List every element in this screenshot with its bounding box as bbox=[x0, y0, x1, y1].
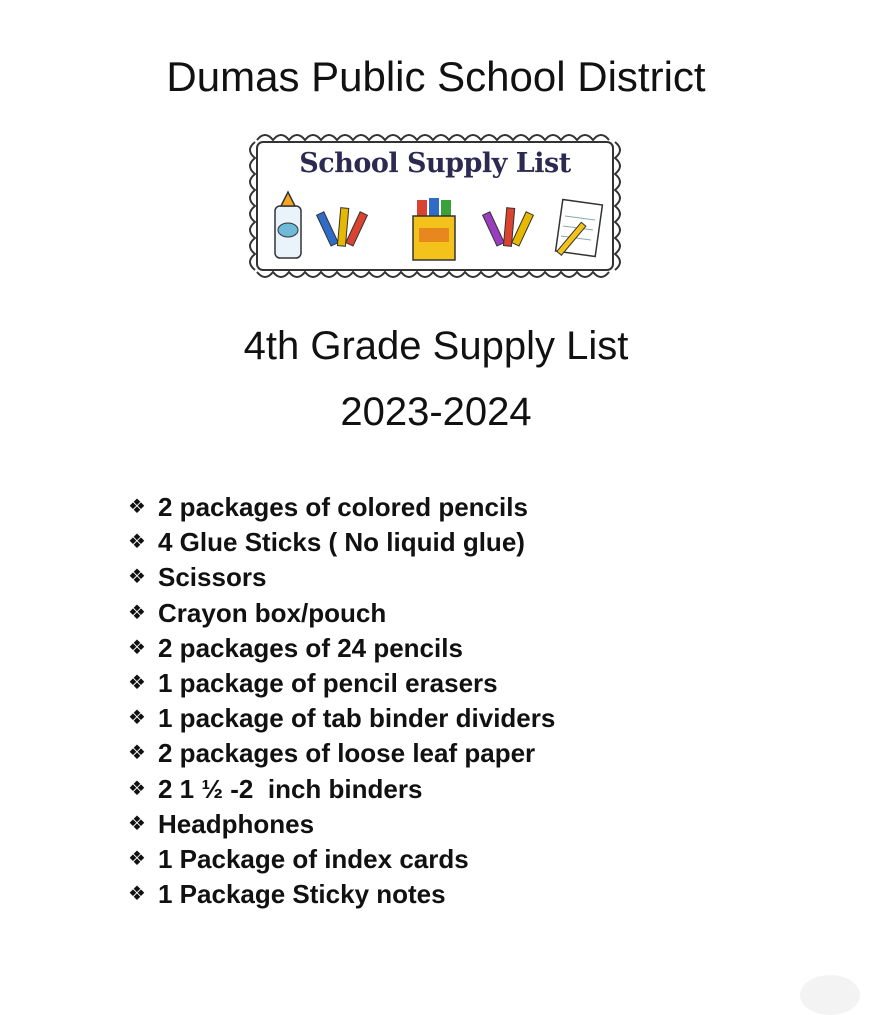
crayon-box-icon bbox=[413, 198, 455, 260]
list-item: ❖ 1 package of tab binder dividers bbox=[128, 701, 555, 736]
bullet-icon: ❖ bbox=[128, 777, 146, 800]
bullet-icon: ❖ bbox=[128, 742, 146, 765]
bullet-icon: ❖ bbox=[128, 672, 146, 695]
bullet-icon: ❖ bbox=[128, 636, 146, 659]
banner-title: School Supply List bbox=[299, 148, 571, 179]
corner-shadow bbox=[800, 975, 860, 1015]
list-item: ❖ 1 package of pencil erasers bbox=[128, 666, 555, 701]
list-item: ❖ 1 Package of index cards bbox=[128, 842, 555, 877]
bullet-icon: ❖ bbox=[128, 707, 146, 730]
school-year: 2023-2024 bbox=[340, 390, 532, 434]
list-item: ❖ 2 packages of colored pencils bbox=[128, 490, 555, 525]
list-item: ❖ 2 1 ½ -2 inch binders bbox=[128, 772, 555, 807]
list-item: ❖ 2 packages of 24 pencils bbox=[128, 631, 555, 666]
notepad-pencil-icon bbox=[556, 199, 603, 256]
bullet-icon: ❖ bbox=[128, 812, 146, 835]
bullet-icon: ❖ bbox=[128, 566, 146, 589]
supply-list bbox=[128, 490, 555, 912]
bullet-icon: ❖ bbox=[128, 496, 146, 519]
bullet-icon: ❖ bbox=[128, 531, 146, 554]
list-item: ❖ 4 Glue Sticks ( No liquid glue) bbox=[128, 525, 555, 560]
bullet-icon: ❖ bbox=[128, 601, 146, 624]
bullet-icon: ❖ bbox=[128, 883, 146, 906]
district-title: Dumas Public School District bbox=[166, 53, 706, 100]
supply-list-banner bbox=[243, 128, 627, 284]
grade-heading: 4th Grade Supply List bbox=[243, 324, 629, 368]
bullet-icon: ❖ bbox=[128, 847, 146, 870]
list-item: ❖ Scissors bbox=[128, 560, 555, 595]
list-item: ❖ 1 Package Sticky notes bbox=[128, 877, 555, 912]
list-item: ❖ Crayon box/pouch bbox=[128, 596, 555, 631]
list-item: ❖ 2 packages of loose leaf paper bbox=[128, 736, 555, 771]
list-item: ❖ Headphones bbox=[128, 807, 555, 842]
